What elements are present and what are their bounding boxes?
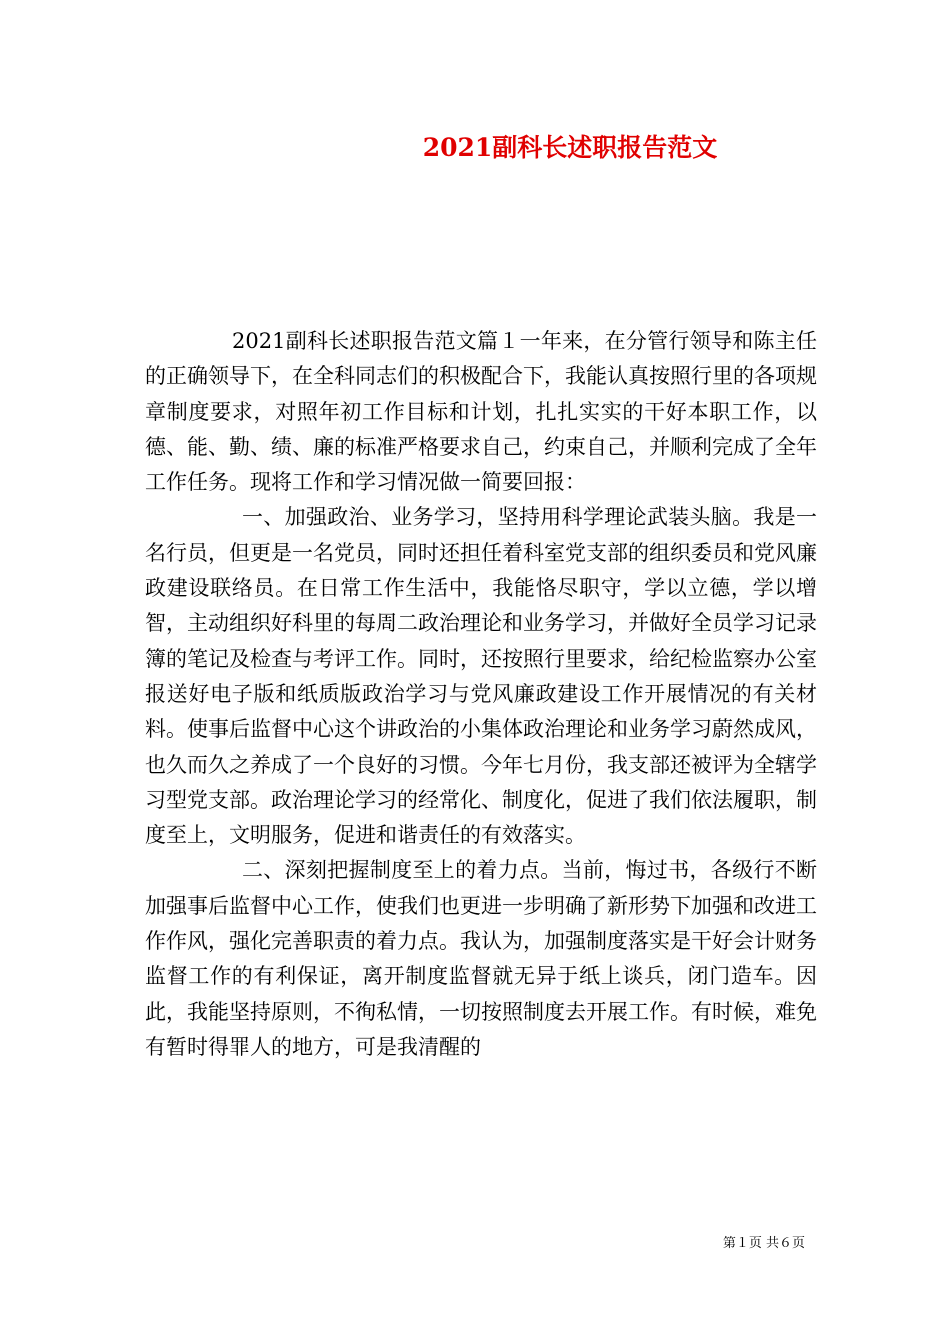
document-title: 2021副科长述职报告范文 [422, 133, 718, 162]
paragraph-intro: 2021副科长述职报告范文篇１一年来，在分管行领导和陈主任的正确领导下，在全科同志们的积极配合下，我能认真按照行里的各项规章制度要求，对照年初工作目标和计划，扎扎实实的干好本职工作，以德、能、勤、绩、廉的标准严格要求自己，约束自己，并顺利完成了全年工作任务。现将工作和学习情况做一简要回报： [145, 329, 817, 495]
paragraph-section-one: 一、加强政治、业务学习，坚持用科学理论武装头脑。我是一名行员，但更是一名党员，同时还担任着科室党支部的组织委员和党风廉政建设联络员。在日常工作生活中，我能恪尽职守，学以立德，学以增智，主动组织好科里的每周二政治理论和业务学习，并做好全员学习记录簿的笔记及检查与考评工作。同时，还按照行里要求，给纪检监察办公室报送好电子版和纸质版政治学习与党风廉政建设工作开展情况的有关材料。使事后监督中心这个讲政治的小集体政治理论和业务学习蔚然成风，也久而久之养成了一个良好的习惯。今年七月份，我支部还被评为全辖学习型党支部。政治理论学习的经常化、制度化，促进了我们依法履职，制度至上，文明服务，促进和谐责任的有效落实。 [145, 505, 817, 848]
paragraph-section-two: 二、深刻把握制度至上的着力点。当前，悔过书，各级行不断加强事后监督中心工作，使我们也更进一步明确了新形势下加强和改进工作作风，强化完善职责的着力点。我认为，加强制度落实是干好会计财务监督工作的有利保证，离开制度监督就无异于纸上谈兵，闭门造车。因此，我能坚持原则，不徇私情，一切按照制度去开展工作。有时候，难免有暂时得罪人的地方，可是我清醒的 [145, 858, 817, 1059]
page-number-footer: 第１页 共６页 [722, 1236, 805, 1251]
document-body [145, 324, 817, 1065]
